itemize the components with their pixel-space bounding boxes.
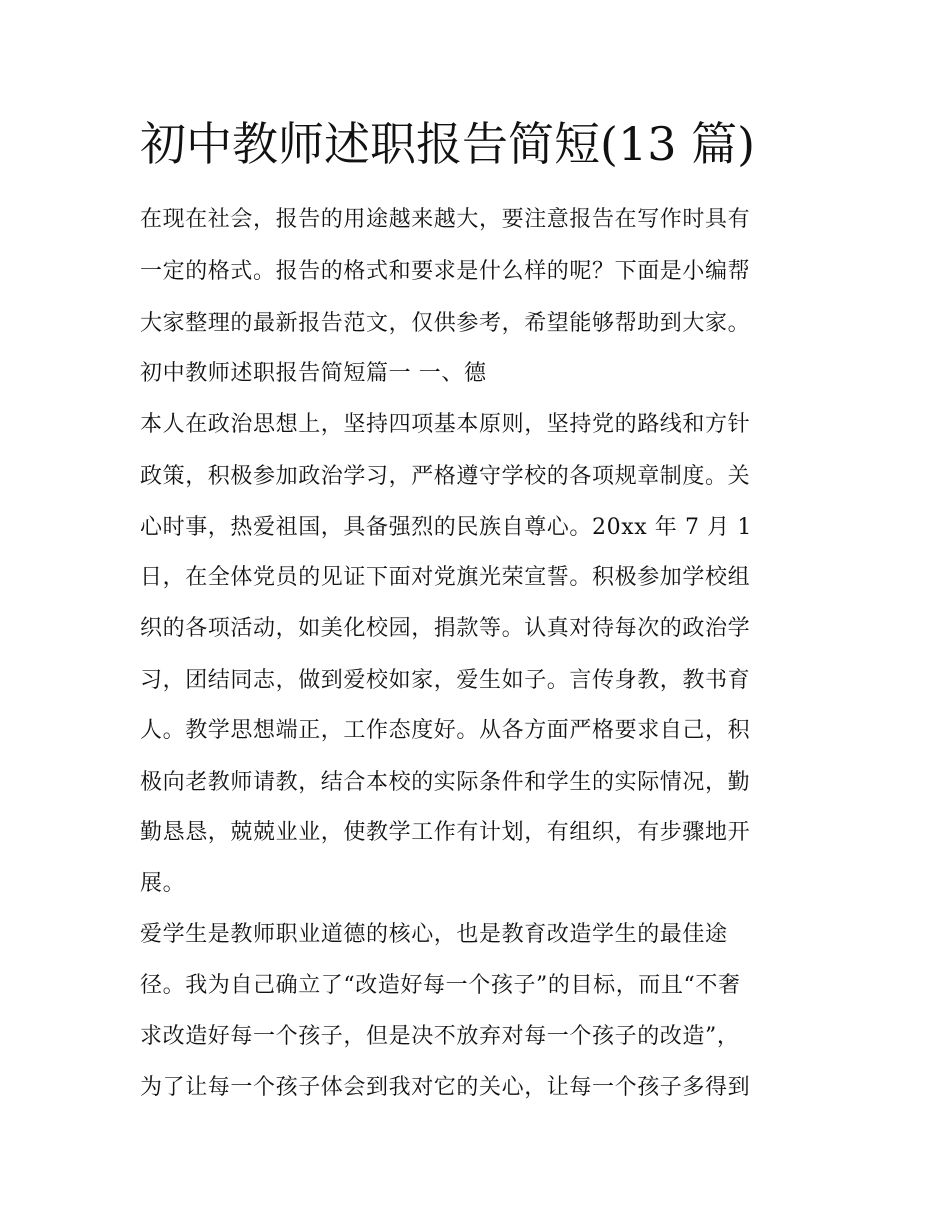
- body-line: 大家整理的最新报告范文，仅供参考，希望能够帮助到大家。: [140, 311, 751, 336]
- body-line: 径。我为自己确立了“改造好每一个孩子”的目标，而且“不奢: [140, 973, 741, 998]
- body-line: 政策，积极参加政治学习，严格遵守学校的各项规章制度。关: [140, 464, 751, 489]
- body-line: 心时事，热爱祖国，具备强烈的民族自尊心。20xx 年 7 月 1: [140, 515, 752, 540]
- body-line: 本人在政治思想上，坚持四项基本原则，坚持党的路线和方针: [140, 412, 751, 437]
- body-line: 为了让每一个孩子体会到我对它的关心，让每一个孩子多得到: [140, 1075, 751, 1100]
- body-line: 勤恳恳，兢兢业业，使教学工作有计划，有组织，有步骤地开: [140, 820, 751, 845]
- body-line: 爱学生是教师职业道德的核心，也是教育改造学生的最佳途: [140, 922, 728, 947]
- body-line: 极向老教师请教，结合本校的实际条件和学生的实际情况，勤: [140, 770, 751, 795]
- body-line: 一定的格式。报告的格式和要求是什么样的呢？下面是小编帮: [140, 259, 751, 284]
- body-line: 展。: [140, 871, 186, 896]
- section-heading: 初中教师述职报告简短篇一 一、德: [140, 361, 487, 386]
- body-line: 在现在社会，报告的用途越来越大，要注意报告在写作时具有: [140, 207, 751, 232]
- body-line: 日，在全体党员的见证下面对党旗光荣宣誓。积极参加学校组: [140, 565, 751, 590]
- body-line: 求改造好每一个孩子，但是决不放弃对每一个孩子的改造”，: [140, 1024, 740, 1049]
- body-line: 织的各项活动，如美化校园，捐款等。认真对待每次的政治学: [140, 616, 751, 641]
- document-title: 初中教师述职报告简短(13 篇): [140, 117, 756, 171]
- body-line: 人。教学思想端正，工作态度好。从各方面严格要求自己，积: [140, 718, 751, 743]
- body-line: 习，团结同志，做到爱校如家，爱生如子。言传身教，教书育: [140, 668, 751, 693]
